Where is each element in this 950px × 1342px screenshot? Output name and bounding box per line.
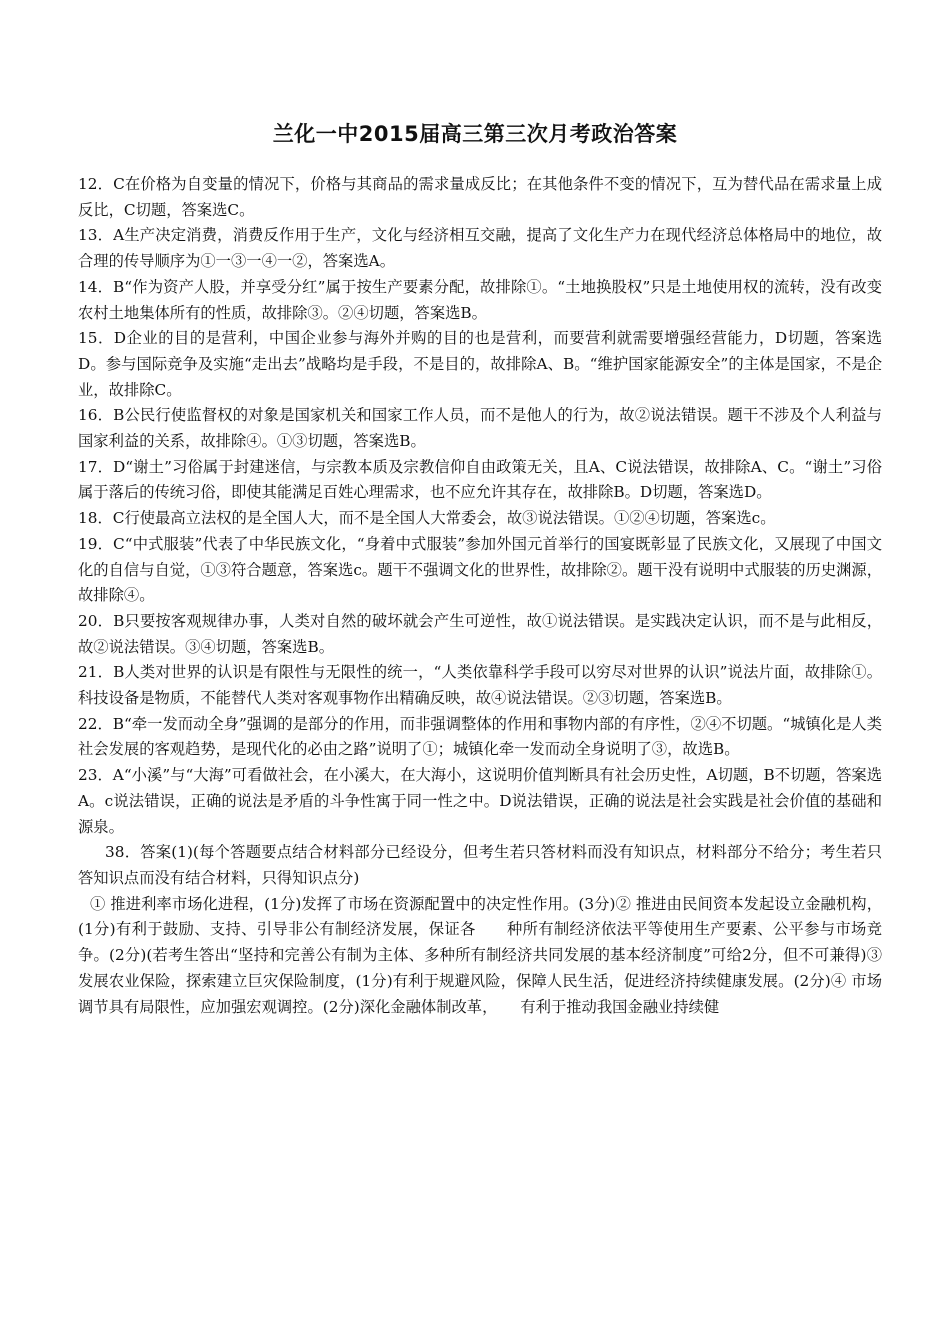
answer-18: 18．C行使最高立法权的是全国人大，而不是全国人大常委会，故③说法错误。①②④切题，答案选c。	[78, 509, 776, 528]
answer-19: 19．C“中式服装”代表了中华民族文化，“身着中式服装”参加外国元首举行的国宴既彰显了民族文化，又展现了中国文化的自信与自觉，①③符合题意，答案选c。题干不强调文化的世界性，故排除②。题干没有说明中式服装的历史渊源，故排除④。	[78, 534, 883, 605]
answer-20: 20．B只要按客观规律办事，人类对自然的破坏就会产生可逆性，故①说法错误。是实践决定认识，而不是与此相反，故②说法错误。③④切题，答案选B。	[78, 611, 882, 656]
answer-14: 14．B“作为资产人股，并享受分红”属于按生产要素分配，故排除①。“土地换股权”只是土地使用权的流转，没有改变农村土地集体所有的性质，故排除③。②④切题，答案选B。	[78, 277, 882, 322]
answer-23: 23．A“小溪”与“大海”可看做社会，在小溪大，在大海小，这说明价值判断具有社会历史性，A切题，B不切题，答案选A。c说法错误，正确的说法是矛盾的斗争性寓于同一性之中。D说法错误，正确的说法是社会实践是社会价值的基础和源泉。	[78, 766, 882, 836]
page-title: 兰化一中2015届高三第三次月考政治答案	[272, 122, 678, 146]
answer-15: 15．D企业的目的是营利，中国企业参与海外并购的目的也是营利，而要营利就需要增强经营能力，D切题，答案选D。参与国际竞争及实施“走出去”战略均是手段，不是目的，故排除A、B。“维护国家能源安全”的主体是国家，不是企业，故排除C。	[78, 329, 882, 399]
document-body	[78, 172, 887, 1020]
answer-13: 13．A生产决定消费，消费反作用于生产，文化与经济相互交融，提高了文化生产力在现代经济总体格局中的地位，故合理的传导顺序为①一③一④一②，答案选A。	[78, 226, 882, 271]
answer-12: 12．C在价格为自变量的情况下，价格与其商品的需求量成反比；在其他条件不变的情况下，互为替代品在需求量上成反比，C切题，答案选C。	[78, 175, 882, 219]
answer-22: 22．B“牵一发而动全身”强调的是部分的作用，而非强调整体的作用和事物内部的有序性，②④不切题。“城镇化是人类社会发展的客观趋势，是现代化的必由之路”说明了①；城镇化牵一发而动全身说明了③，故选B。	[78, 714, 882, 759]
answer-21: 21．B人类对世界的认识是有限性与无限性的统一，“人类依靠科学手段可以穷尽对世界的认识”说法片面，故排除①。科技设备是物质，不能替代人类对客观事物作出精确反映，故④说法错误。②③切题，答案选B。	[78, 663, 882, 708]
answer-38-intro: 38．答案(1)(每个答题要点结合材料部分已经设分，但考生若只答材料而没有知识点，材料部分不给分；考生若只答知识点而没有结合材料，只得知识点分)	[78, 843, 882, 887]
answer-17: 17．D“谢土”习俗属于封建迷信，与宗教本质及宗教信仰自由政策无关，且A、C说法错误，故排除A、C。“谢土”习俗属于落后的传统习俗，即使其能满足百姓心理需求，也不应允许其存在，故排除B。D切题，答案选D。	[78, 457, 882, 502]
answer-16: 16．B公民行使监督权的对象是国家机关和国家工作人员，而不是他人的行为，故②说法错误。题干不涉及个人利益与国家利益的关系，故排除④。①③切题，答案选B。	[78, 406, 882, 451]
answer-38-points: ① 推进利率市场化进程，(1分)发挥了市场在资源配置中的决定性作用。(3分)② 推进由民间资本发起设立金融机构，(1分)有利于鼓励、支持、引导非公有制经济发展，保证各 种所有制经济依法平等使用生产要素、公平参与市场竞争。(2分)(若考生答出“坚持和完善公有制为主体、多种所有制经济共同发展的基本经济制度”可给2分，但不可兼得)③ 发展农业保险，探索建立巨灾保险制度，(1分)有利于规避风险，保障人民生活，促进经济持续健康发展。(2分)④ 市场调节具有局限性，应加强宏观调控。(2分)深化金融体制改革， 有利于推动我国金融业持续健	[78, 894, 887, 1016]
